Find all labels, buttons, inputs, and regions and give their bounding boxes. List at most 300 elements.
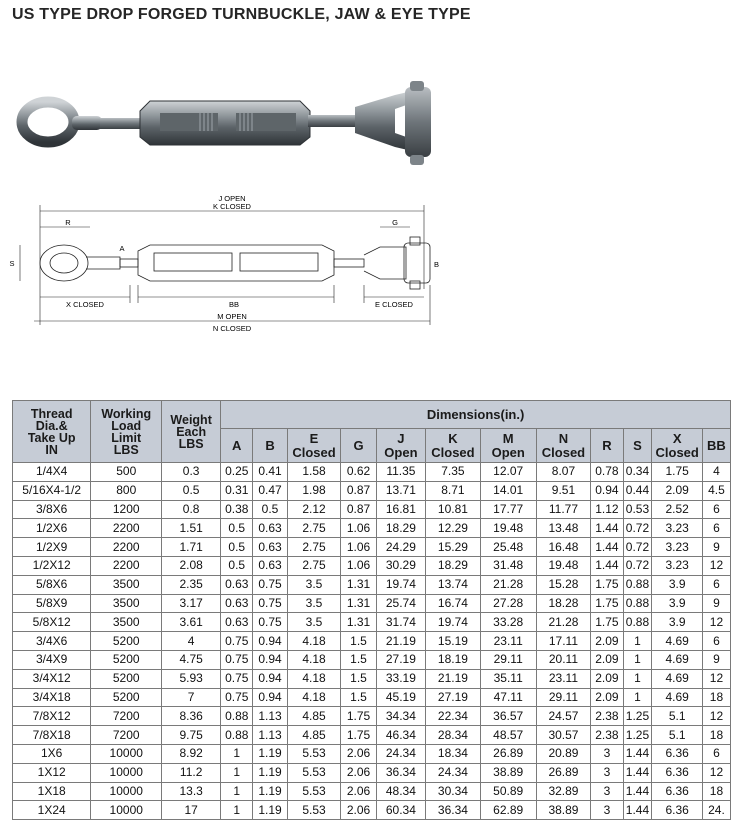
table-cell: 12: [702, 669, 730, 688]
table-cell: 5200: [91, 650, 162, 669]
table-cell: 1.19: [253, 744, 287, 763]
table-cell: 1X24: [13, 801, 91, 820]
table-cell: 27.19: [376, 650, 425, 669]
table-cell: 4.18: [287, 650, 341, 669]
table-cell: 1.5: [341, 688, 376, 707]
table-cell: 13.3: [162, 782, 221, 801]
table-cell: 5.53: [287, 763, 341, 782]
header-line: Each: [176, 424, 207, 439]
table-cell: 0.38: [221, 500, 253, 519]
header-dim-a: [221, 429, 253, 463]
table-row: [13, 782, 731, 801]
header-dim-line: N: [558, 430, 569, 446]
table-row: [13, 688, 731, 707]
table-cell: 12: [702, 613, 730, 632]
table-cell: 6.36: [652, 782, 702, 801]
table-cell: 0.75: [253, 613, 287, 632]
table-cell: 1.5: [341, 669, 376, 688]
table-cell: 1.31: [341, 594, 376, 613]
table-cell: 24.29: [376, 538, 425, 557]
table-cell: 21.19: [426, 669, 481, 688]
table-cell: 1X6: [13, 744, 91, 763]
table-cell: 4.69: [652, 650, 702, 669]
table-cell: 16.74: [426, 594, 481, 613]
table-cell: 36.34: [426, 801, 481, 820]
table-cell: 3.61: [162, 613, 221, 632]
table-cell: 3.23: [652, 519, 702, 538]
table-cell: 1.25: [623, 707, 652, 726]
table-cell: 1.75: [591, 575, 623, 594]
table-cell: 18.29: [426, 556, 481, 575]
label-k-closed: K CLOSED: [213, 202, 251, 211]
header-dim-line: E: [309, 430, 319, 446]
table-cell: 1.19: [253, 782, 287, 801]
table-cell: 38.89: [480, 763, 536, 782]
header-dim-line: X: [672, 430, 682, 446]
table-cell: 18.19: [426, 650, 481, 669]
header-dim-line: S: [633, 437, 642, 453]
label-a: A: [119, 244, 125, 253]
table-cell: 2.08: [162, 556, 221, 575]
table-cell: 38.89: [536, 801, 591, 820]
table-cell: 4.85: [287, 726, 341, 745]
table-cell: 32.89: [536, 782, 591, 801]
label-s: S: [9, 259, 15, 268]
table-cell: 8.92: [162, 744, 221, 763]
table-cell: 21.28: [536, 613, 591, 632]
table-cell: 7/8X12: [13, 707, 91, 726]
header-dim-b: [253, 429, 287, 463]
table-cell: 16.48: [536, 538, 591, 557]
table-cell: 0.63: [253, 538, 287, 557]
table-cell: 24.: [702, 801, 730, 820]
table-cell: 0.63: [221, 594, 253, 613]
table-cell: 1.06: [341, 538, 376, 557]
table-cell: 1.19: [253, 763, 287, 782]
table-cell: 15.19: [426, 632, 481, 651]
table-cell: 46.34: [376, 726, 425, 745]
table-cell: 20.89: [536, 744, 591, 763]
table-cell: 0.44: [623, 481, 652, 500]
table-cell: 3500: [91, 575, 162, 594]
table-cell: 2.09: [591, 688, 623, 707]
table-cell: 1.75: [591, 594, 623, 613]
table-cell: 3/4X12: [13, 669, 91, 688]
table-cell: 0.88: [623, 594, 652, 613]
table-cell: 2200: [91, 556, 162, 575]
table-cell: 3.5: [287, 613, 341, 632]
label-g: G: [392, 218, 398, 227]
table-cell: 0.62: [341, 463, 376, 482]
header-line: Dia.&: [35, 418, 68, 433]
table-cell: 22.34: [426, 707, 481, 726]
table-cell: 11.2: [162, 763, 221, 782]
table-cell: 1: [221, 763, 253, 782]
table-cell: 0.5: [162, 481, 221, 500]
table-cell: 1.71: [162, 538, 221, 557]
header-dim-g: [341, 429, 376, 463]
table-cell: 10000: [91, 782, 162, 801]
table-cell: 21.19: [376, 632, 425, 651]
header-dim-line: J: [397, 430, 405, 446]
table-cell: 3.23: [652, 538, 702, 557]
table-row: [13, 632, 731, 651]
table-cell: 2.35: [162, 575, 221, 594]
table-cell: 62.89: [480, 801, 536, 820]
table-cell: 6: [702, 500, 730, 519]
table-cell: 2200: [91, 519, 162, 538]
table-cell: 20.11: [536, 650, 591, 669]
table-cell: 1.13: [253, 726, 287, 745]
table-cell: 18.34: [426, 744, 481, 763]
table-cell: 4.18: [287, 688, 341, 707]
table-cell: 4.5: [702, 481, 730, 500]
table-cell: 1.44: [623, 782, 652, 801]
table-cell: 31.74: [376, 613, 425, 632]
header-dim-j: [376, 429, 425, 463]
header-dim-line: Closed: [431, 444, 475, 460]
table-cell: 31.48: [480, 556, 536, 575]
table-row: [13, 519, 731, 538]
table-cell: 21.28: [480, 575, 536, 594]
table-cell: 2.75: [287, 556, 341, 575]
table-cell: 35.11: [480, 669, 536, 688]
table-cell: 19.74: [426, 613, 481, 632]
table-row: [13, 538, 731, 557]
table-cell: 1: [221, 782, 253, 801]
table-cell: 1.25: [623, 726, 652, 745]
table-cell: 48.34: [376, 782, 425, 801]
table-row: [13, 575, 731, 594]
table-cell: 1200: [91, 500, 162, 519]
table-cell: 5.1: [652, 707, 702, 726]
table-cell: 9: [702, 594, 730, 613]
table-cell: 36.57: [480, 707, 536, 726]
table-cell: 17.77: [480, 500, 536, 519]
table-cell: 4.18: [287, 632, 341, 651]
table-row: [13, 744, 731, 763]
header-line: LBS: [113, 442, 139, 457]
table-cell: 14.01: [480, 481, 536, 500]
table-row: [13, 594, 731, 613]
table-cell: 7.35: [426, 463, 481, 482]
label-e-closed: E CLOSED: [375, 300, 413, 309]
spec-table-body: [13, 463, 731, 820]
table-cell: 24.34: [426, 763, 481, 782]
table-cell: 1: [623, 688, 652, 707]
table-cell: 5.53: [287, 801, 341, 820]
table-cell: 1: [623, 669, 652, 688]
table-cell: 26.89: [480, 744, 536, 763]
table-cell: 0.63: [253, 519, 287, 538]
table-cell: 26.89: [536, 763, 591, 782]
table-row: [13, 650, 731, 669]
table-cell: 4.69: [652, 632, 702, 651]
header-working-load: [91, 401, 162, 463]
table-cell: 8.36: [162, 707, 221, 726]
table-cell: 1.31: [341, 613, 376, 632]
table-cell: 8.71: [426, 481, 481, 500]
table-cell: 500: [91, 463, 162, 482]
table-cell: 1: [221, 744, 253, 763]
table-cell: 0.63: [221, 575, 253, 594]
table-cell: 6.36: [652, 763, 702, 782]
header-dim-x: [652, 429, 702, 463]
table-cell: 0.94: [253, 650, 287, 669]
table-cell: 1.12: [591, 500, 623, 519]
table-cell: 0.8: [162, 500, 221, 519]
table-cell: 1.19: [253, 801, 287, 820]
table-cell: 19.48: [480, 519, 536, 538]
table-cell: 19.74: [376, 575, 425, 594]
table-cell: 10.81: [426, 500, 481, 519]
table-cell: 12: [702, 556, 730, 575]
table-cell: 5/8X9: [13, 594, 91, 613]
header-dim-line: Closed: [541, 444, 586, 460]
table-cell: 18.29: [376, 519, 425, 538]
label-n-closed: N CLOSED: [212, 324, 252, 333]
header-dim-line: K: [448, 430, 458, 446]
table-cell: 29.11: [536, 688, 591, 707]
table-cell: 1.31: [341, 575, 376, 594]
table-cell: 0.88: [221, 707, 253, 726]
table-cell: 1.13: [253, 707, 287, 726]
header-dim-line: R: [602, 437, 612, 453]
table-cell: 29.11: [480, 650, 536, 669]
table-cell: 5200: [91, 632, 162, 651]
table-cell: 1.5: [341, 650, 376, 669]
table-cell: 1.75: [341, 707, 376, 726]
table-cell: 1.44: [623, 801, 652, 820]
table-cell: 2.38: [591, 726, 623, 745]
table-cell: 30.34: [426, 782, 481, 801]
header-line: Take Up: [27, 430, 76, 445]
table-cell: 1.75: [591, 613, 623, 632]
table-row: [13, 556, 731, 575]
header-dim-r: [591, 429, 623, 463]
table-cell: 0.94: [253, 632, 287, 651]
table-cell: 11.77: [536, 500, 591, 519]
spec-table-header: [13, 401, 731, 463]
table-cell: 1/4X4: [13, 463, 91, 482]
table-cell: 50.89: [480, 782, 536, 801]
table-cell: 3500: [91, 594, 162, 613]
table-cell: 2.09: [591, 632, 623, 651]
header-line: IN: [45, 442, 58, 457]
table-cell: 3.5: [287, 575, 341, 594]
header-dimensions: Dimensions(in.): [221, 401, 731, 429]
table-cell: 30.29: [376, 556, 425, 575]
table-cell: 10000: [91, 744, 162, 763]
header-dim-line: BB: [707, 437, 726, 453]
table-cell: 3/4X18: [13, 688, 91, 707]
table-row: [13, 463, 731, 482]
table-cell: 11.35: [376, 463, 425, 482]
table-cell: 3: [591, 782, 623, 801]
table-cell: 3/4X6: [13, 632, 91, 651]
table-cell: 0.88: [221, 726, 253, 745]
table-cell: 3.9: [652, 594, 702, 613]
table-cell: 0.31: [221, 481, 253, 500]
table-cell: 5/8X6: [13, 575, 91, 594]
header-dim-s: [623, 429, 652, 463]
table-cell: 47.11: [480, 688, 536, 707]
table-cell: 0.75: [221, 669, 253, 688]
header-dim-line: Closed: [655, 444, 699, 460]
table-cell: 1.44: [591, 556, 623, 575]
header-dim-e: [287, 429, 341, 463]
table-cell: 0.78: [591, 463, 623, 482]
table-cell: 4.75: [162, 650, 221, 669]
table-cell: 0.75: [221, 650, 253, 669]
table-cell: 2.38: [591, 707, 623, 726]
table-cell: 0.25: [221, 463, 253, 482]
label-r: R: [65, 218, 71, 227]
table-cell: 3500: [91, 613, 162, 632]
table-cell: 1.75: [652, 463, 702, 482]
table-cell: 1.44: [623, 744, 652, 763]
header-dim-m: [480, 429, 536, 463]
header-line: Working: [101, 406, 152, 421]
header-dim-line: Open: [384, 444, 418, 460]
table-cell: 1: [623, 632, 652, 651]
table-cell: 2.09: [591, 650, 623, 669]
table-cell: 23.11: [480, 632, 536, 651]
table-cell: 0.5: [253, 500, 287, 519]
header-line: Limit: [111, 430, 142, 445]
table-cell: 3.9: [652, 613, 702, 632]
table-cell: 48.57: [480, 726, 536, 745]
table-cell: 0.75: [253, 594, 287, 613]
table-cell: 0.47: [253, 481, 287, 500]
table-cell: 9.75: [162, 726, 221, 745]
table-cell: 6: [702, 632, 730, 651]
table-cell: 0.72: [623, 556, 652, 575]
table-cell: 33.19: [376, 669, 425, 688]
table-row: [13, 801, 731, 820]
table-cell: 34.34: [376, 707, 425, 726]
table-cell: 16.81: [376, 500, 425, 519]
table-cell: 18.28: [536, 594, 591, 613]
table-cell: 1.44: [623, 763, 652, 782]
table-cell: 2.75: [287, 519, 341, 538]
table-cell: 0.72: [623, 519, 652, 538]
table-cell: 0.94: [253, 688, 287, 707]
header-dim-line: G: [353, 437, 364, 453]
table-cell: 1.98: [287, 481, 341, 500]
table-cell: 12.29: [426, 519, 481, 538]
table-cell: 4.85: [287, 707, 341, 726]
table-cell: 5/8X12: [13, 613, 91, 632]
table-cell: 24.57: [536, 707, 591, 726]
label-m-open: M OPEN: [217, 312, 247, 321]
table-cell: 2.06: [341, 763, 376, 782]
table-cell: 8.07: [536, 463, 591, 482]
table-cell: 6.36: [652, 744, 702, 763]
table-cell: 2.06: [341, 782, 376, 801]
table-cell: 18: [702, 726, 730, 745]
table-cell: 13.71: [376, 481, 425, 500]
table-row: [13, 613, 731, 632]
table-cell: 0.94: [253, 669, 287, 688]
table-cell: 18: [702, 782, 730, 801]
table-row: [13, 707, 731, 726]
table-cell: 27.19: [426, 688, 481, 707]
table-cell: 24.34: [376, 744, 425, 763]
table-cell: 36.34: [376, 763, 425, 782]
table-cell: 0.88: [623, 613, 652, 632]
table-cell: 3.23: [652, 556, 702, 575]
turnbuckle-photo: [0, 75, 744, 185]
table-cell: 17.11: [536, 632, 591, 651]
table-cell: 1.51: [162, 519, 221, 538]
table-cell: 3: [591, 744, 623, 763]
dimension-drawing: [0, 185, 744, 335]
header-dim-line: Open: [491, 444, 525, 460]
table-cell: 6.36: [652, 801, 702, 820]
table-cell: 1.44: [591, 519, 623, 538]
header-weight: [162, 401, 221, 463]
header-thread: [13, 401, 91, 463]
table-cell: 1: [221, 801, 253, 820]
table-cell: 0.75: [221, 632, 253, 651]
table-cell: 2.06: [341, 744, 376, 763]
table-cell: 13.48: [536, 519, 591, 538]
table-cell: 4.18: [287, 669, 341, 688]
table-cell: 9.51: [536, 481, 591, 500]
label-bb: BB: [228, 300, 240, 309]
label-b: B: [434, 260, 440, 269]
table-cell: 1.5: [341, 632, 376, 651]
table-cell: 2.09: [591, 669, 623, 688]
spec-table: [12, 400, 731, 820]
table-cell: 4: [702, 463, 730, 482]
table-cell: 2.52: [652, 500, 702, 519]
table-cell: 3: [591, 763, 623, 782]
table-cell: 5200: [91, 688, 162, 707]
table-cell: 5200: [91, 669, 162, 688]
header-dim-line: A: [232, 437, 242, 453]
table-cell: 5.53: [287, 782, 341, 801]
table-cell: 4.69: [652, 669, 702, 688]
table-cell: 0.63: [253, 556, 287, 575]
header-dim-bb: [702, 429, 730, 463]
table-cell: 12: [702, 763, 730, 782]
table-cell: 5.53: [287, 744, 341, 763]
table-cell: 3: [591, 801, 623, 820]
header-line: Weight: [170, 412, 212, 427]
table-cell: 2.12: [287, 500, 341, 519]
table-cell: 0.72: [623, 538, 652, 557]
table-row: [13, 669, 731, 688]
table-cell: 10000: [91, 763, 162, 782]
table-cell: 7200: [91, 726, 162, 745]
table-cell: 1: [623, 650, 652, 669]
header-line: Load: [111, 418, 142, 433]
table-row: [13, 726, 731, 745]
table-row: [13, 500, 731, 519]
table-cell: 17: [162, 801, 221, 820]
table-cell: 1.44: [591, 538, 623, 557]
table-cell: 0.63: [221, 613, 253, 632]
table-cell: 27.28: [480, 594, 536, 613]
table-cell: 2200: [91, 538, 162, 557]
header-dim-n: [536, 429, 591, 463]
label-j-open: J OPEN: [218, 194, 246, 203]
table-cell: 9: [702, 650, 730, 669]
table-cell: 1.06: [341, 556, 376, 575]
table-cell: 3/4X9: [13, 650, 91, 669]
